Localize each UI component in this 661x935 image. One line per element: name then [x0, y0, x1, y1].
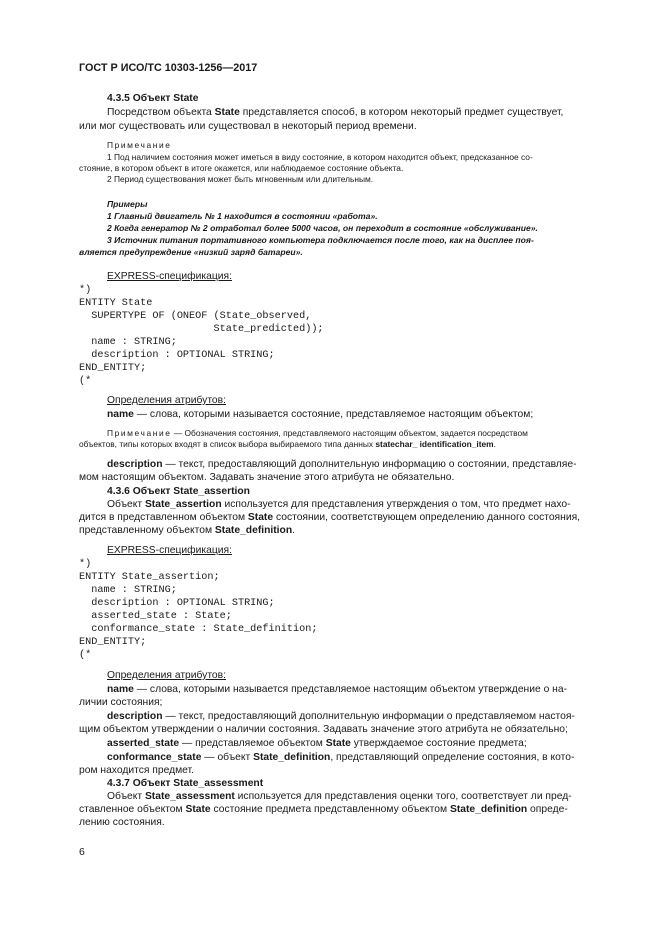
note-text: 2 Период существования может быть мгновенным или длительным. — [107, 174, 374, 184]
code-line: END_ENTITY; — [79, 637, 147, 648]
note-text: объектов, типы которых входят в список выбора выбираемого типа данных statechar_ identification_item. — [79, 439, 496, 449]
code-line: (* — [79, 650, 92, 661]
attribute-definition-line: ром находится предмет. — [79, 765, 194, 776]
code-line: description : OPTIONAL STRING; — [79, 598, 275, 609]
example-item: вляется предупреждение «низкий заряд батареи». — [79, 247, 303, 257]
section-heading-4-3-7: 4.3.7 Объект State_assessment — [107, 778, 264, 789]
code-line: *) — [79, 559, 92, 570]
code-line: ENTITY State_assertion; — [79, 572, 220, 583]
attribute-definition: asserted_state — представляемое объектом State утверждаемое состояние предмета; — [107, 738, 527, 749]
example-item: 1 Главный двигатель № 1 находится в состоянии «работа». — [107, 211, 378, 221]
example-item: 3 Источник питания портативного компьютера подключается после того, как на дисплее поя- — [107, 235, 534, 245]
code-line: conformance_state : State_definition; — [79, 624, 318, 635]
paragraph-line: ставленное объектом State состояние предмета представленному объектом State_definition опреде- — [79, 804, 568, 815]
attribute-definition-line: личии состояния; — [79, 697, 163, 708]
code-line: name : STRING; — [79, 585, 177, 596]
attribute-definition-line: щим объектом утверждении о наличии состояния. Задавать значение этого атрибута не обязательно; — [79, 724, 568, 735]
attribute-definition: name — слова, которыми называется состояние, представляемое настоящим объектом; — [107, 409, 534, 420]
paragraph-line: лению состояния. — [79, 817, 165, 828]
paragraph-line: представленному объектом State_definition. — [79, 525, 295, 536]
code-line: State_predicted)); — [79, 324, 324, 335]
code-line: name : STRING; — [79, 337, 177, 348]
note-title: Примечание — [107, 140, 172, 150]
note-text: 1 Под наличием состояния может иметься в виду состояние, в котором находится объект, предсказанное со- — [107, 152, 533, 162]
paragraph-line: дится в представленном объектом State состоянии, соответствующем определению данного состояния, — [79, 512, 581, 523]
attributes-label: Определения атрибутов: — [107, 395, 226, 406]
attribute-definition: description — текст, предоставляющий дополнительную информации о представляемом настоя- — [107, 711, 575, 722]
code-line: END_ENTITY; — [79, 363, 147, 374]
code-line: description : OPTIONAL STRING; — [79, 350, 275, 361]
code-line: *) — [79, 285, 92, 296]
code-line: SUPERTYPE OF (ONEOF (State_observed, — [79, 311, 312, 322]
examples-title: Примеры — [107, 199, 148, 209]
paragraph: Объект State_assessment используется для представления оценки того, соответствует ли пред- — [107, 791, 572, 802]
example-item: 2 Когда генератор № 2 отработал более 5000 часов, он переходит в состояние «обслуживание». — [107, 223, 538, 233]
section-heading-4-3-6: 4.3.6 Объект State_assertion — [107, 486, 250, 497]
paragraph-line: или мог существовать или существовал в некоторый период времени. — [79, 121, 417, 132]
note-text: стояние, в котором объект в итоге окажется, или наблюдаемое состояние объекта. — [79, 163, 404, 173]
express-label: EXPRESS-спецификация: — [107, 271, 232, 282]
attributes-label: Определения атрибутов: — [107, 670, 226, 681]
section-heading-4-3-5: 4.3.5 Объект State — [107, 93, 199, 104]
paragraph: Объект State_assertion используется для представления утверждения о том, что предмет нахо- — [107, 499, 571, 510]
express-label: EXPRESS-спецификация: — [107, 545, 232, 556]
attribute-definition: description — текст, предоставляющий дополнительную информацию о состоянии, представляе- — [107, 459, 577, 470]
note-text: Примечание — Обозначения состояния, представляемого настоящим объектом, задается посредством — [107, 428, 528, 438]
code-line: ENTITY State — [79, 298, 153, 309]
attribute-definition: conformance_state — объект State_definition, представляющий определение состояния, в кото- — [107, 752, 575, 763]
page-number: 6 — [79, 846, 85, 858]
document-header: ГОСТ Р ИСО/ТС 10303-1256—2017 — [79, 62, 258, 74]
paragraph: Посредством объекта State представляется способ, в котором некоторый предмет существует, — [107, 107, 564, 118]
code-line: asserted_state : State; — [79, 611, 232, 622]
attribute-definition-line: мом настоящим объектом. Задавать значение этого атрибута не обязательно. — [79, 472, 455, 483]
code-line: (* — [79, 376, 92, 387]
attribute-definition: name — слова, которыми называется представляемое настоящим объектом утверждение о на- — [107, 684, 567, 695]
